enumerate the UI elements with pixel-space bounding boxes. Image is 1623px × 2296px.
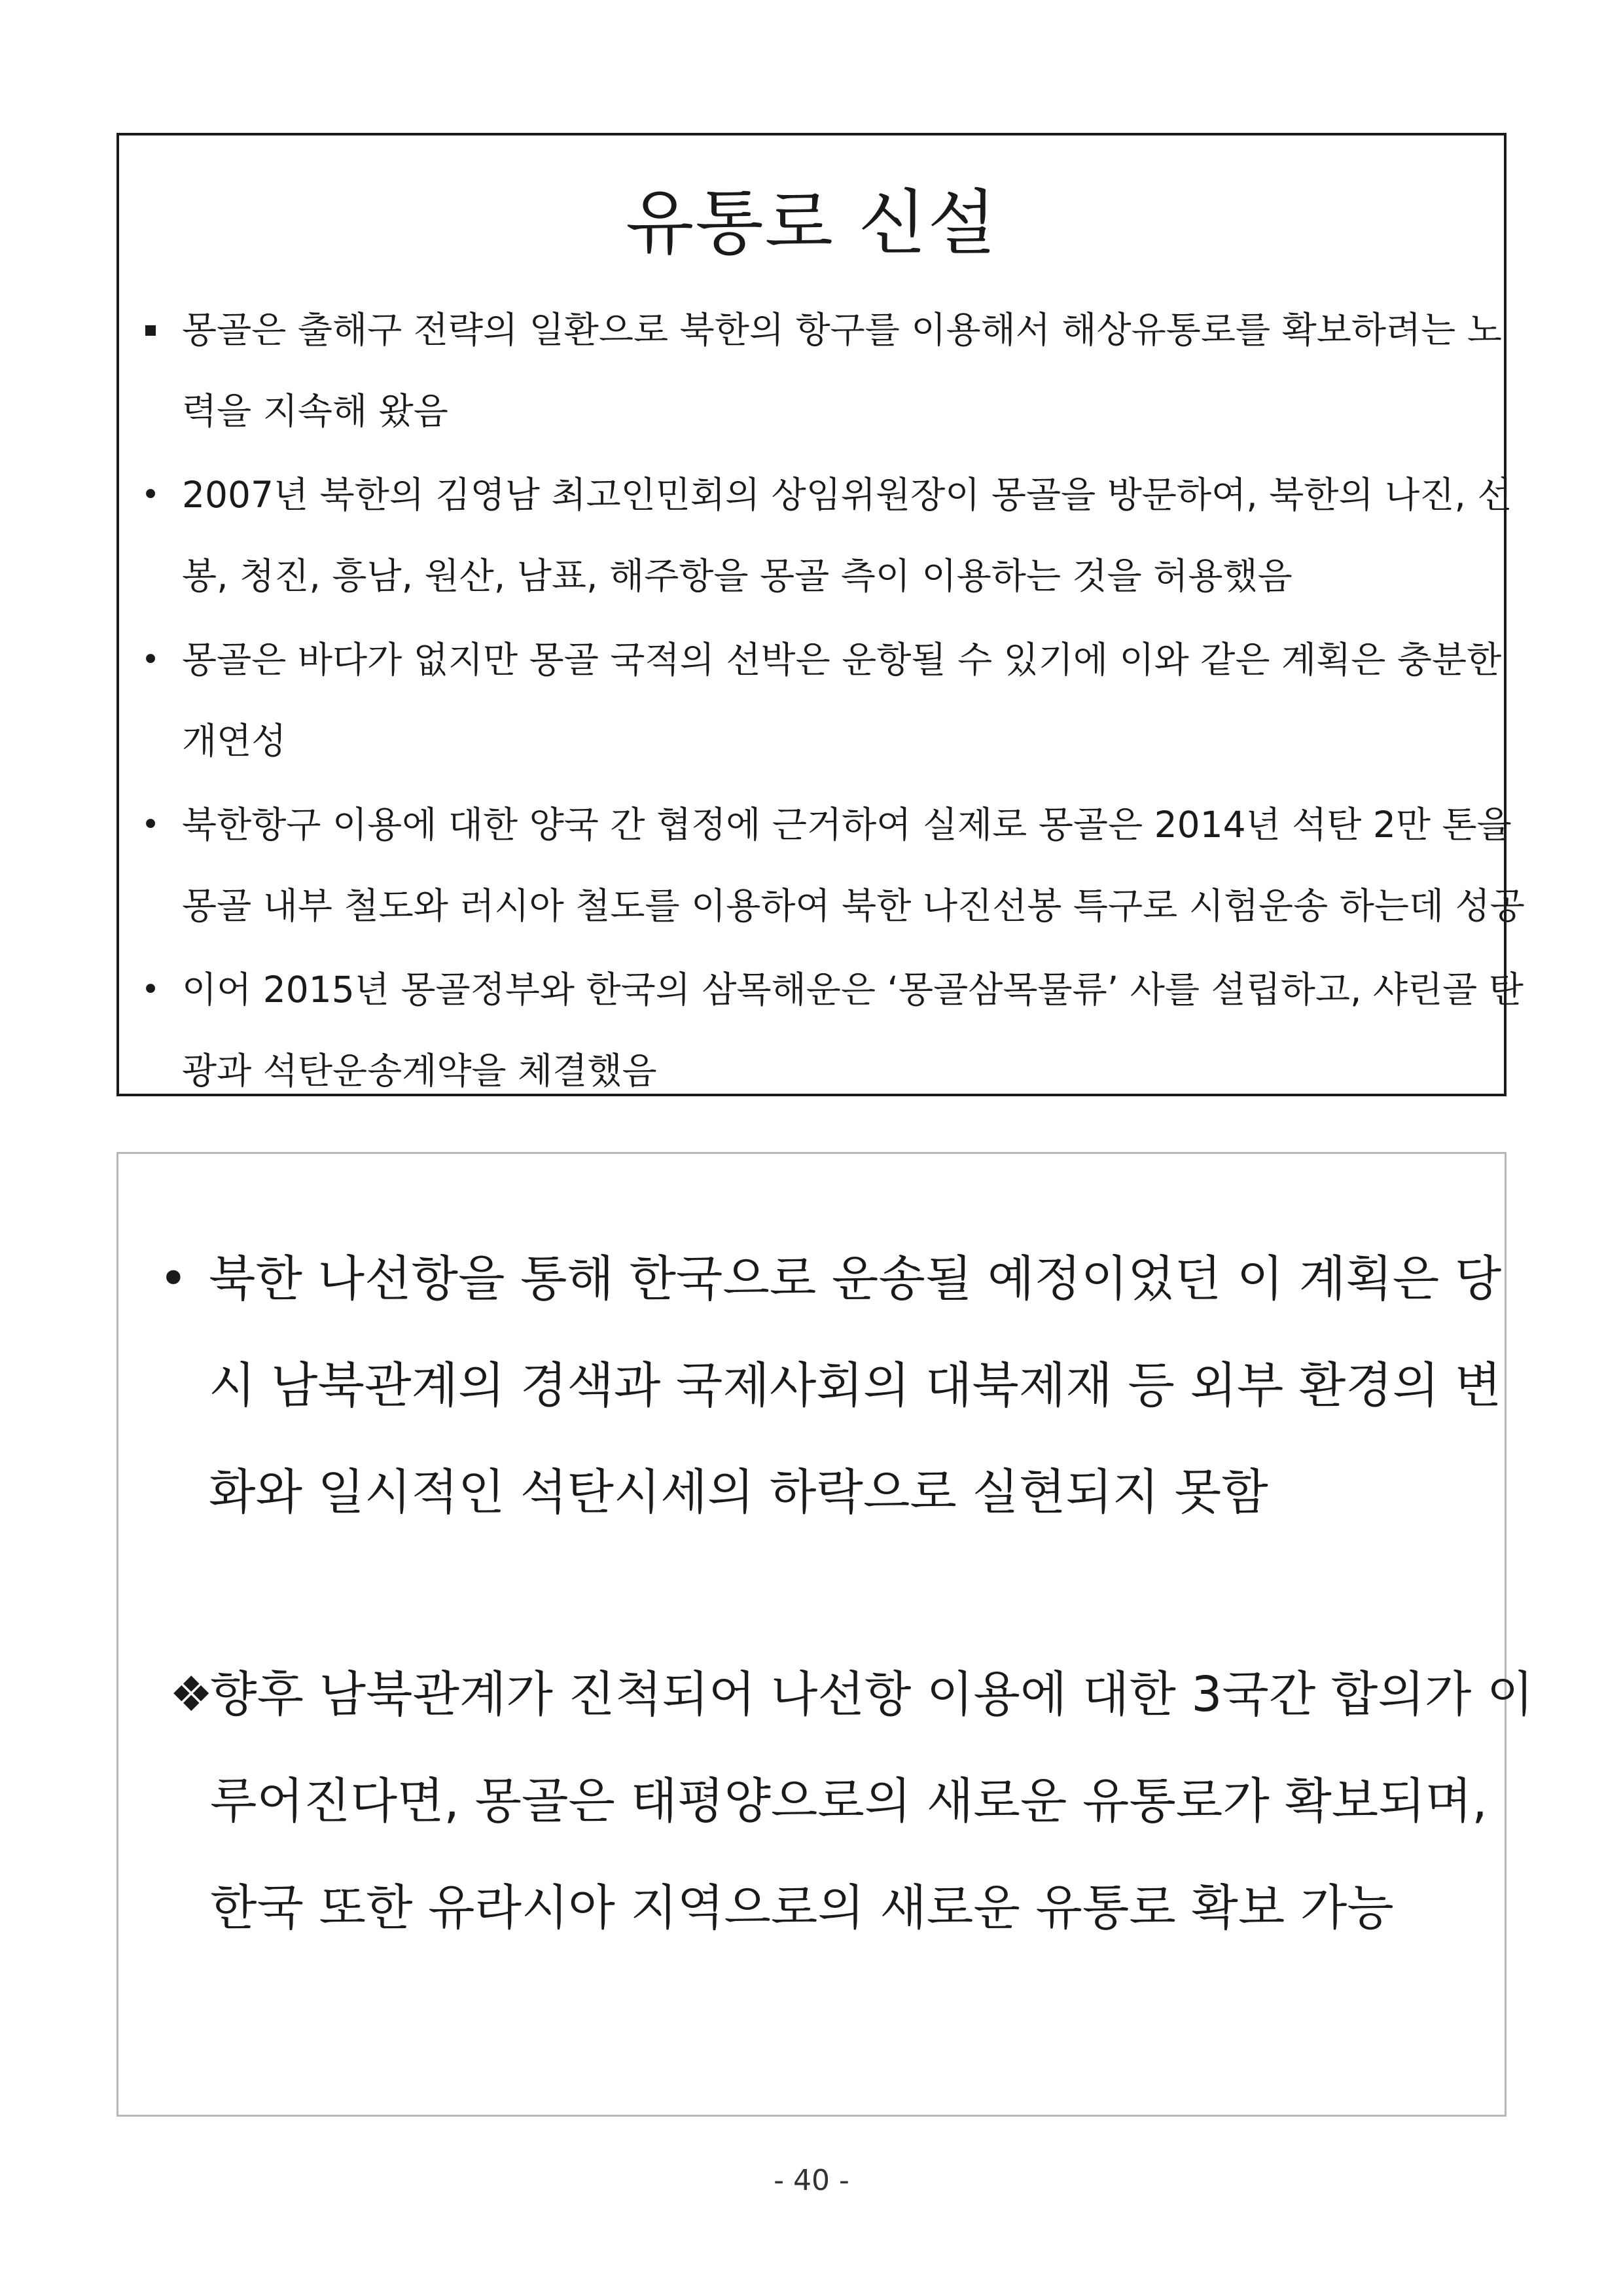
square-bullet-icon [119,289,182,370]
list-item [119,454,1512,617]
diamond-bullet-icon: ❖ [169,1666,213,1723]
list-item-line: 력을 지속해 왔음 [182,390,448,432]
list-item-line: 북한항구 이용에 대한 양국 간 협정에 근거하여 실제로 몽골은 2014년 석탄 2만 톤을 [182,804,1512,846]
dot-bullet-icon: • [141,806,160,843]
paragraph-line: 화와 일시적인 석탄시세의 하락으로 실현되지 못함 [209,1464,1268,1520]
dot-bullet-icon: • [141,476,160,513]
paragraph-line: 한국 또한 유라시아 지역으로의 새로운 유통로 확보 가능 [210,1880,1394,1936]
list-item-line: 몽골은 바다가 없지만 몽골 국적의 선박은 운항될 수 있기에 이와 같은 계획은 충분한 [182,639,1502,681]
list-item [119,784,1525,946]
paragraph-line: 루어진다면, 몽골은 태평양으로의 새로운 유통로가 확보되며, [210,1773,1488,1829]
list-item-line: 이어 2015년 몽골정부와 한국의 삼목해운은 ‘몽골삼목물류’ 사를 설립하고, 샤린골 탄 [182,969,1524,1011]
list-item [119,949,1524,1111]
bottom-slide [116,1152,1534,2117]
list-item-line: 2007년 북한의 김영남 최고인민회의 상임위원장이 몽골을 방문하여, 북한의 나진, 선 [182,474,1512,516]
list-item [119,619,1504,781]
list-item-line: 광과 석탄운송계약을 체결했음 [182,1050,657,1092]
paragraph-line: 시 남북관계의 경색과 국제사회의 대북제재 등 외부 환경의 변 [209,1357,1502,1414]
list-item-line: 몽골 내부 철도와 러시아 철도를 이용하여 북한 나진선봉 특구로 시험운송 하는데 성공 [182,885,1525,927]
list-item [119,289,1504,452]
list-item-line: 개연성 [182,720,287,762]
bottom-bullet-paragraph [159,1226,1502,1546]
paragraph-line: 북한 나선항을 통해 한국으로 운송될 예정이었던 이 계획은 당 [209,1251,1502,1307]
top-slide [116,133,1525,1096]
page-number: - 40 - [774,2164,849,2197]
list-item-line: 봉, 청진, 흥남, 원산, 남표, 해주항을 몽골 측이 이용하는 것을 허용했음 [182,555,1293,597]
dot-bullet-icon: • [141,971,160,1008]
paragraph-line: 향후 남북관계가 진척되어 나선항 이용에 대한 3국간 합의가 이 [210,1666,1534,1723]
dot-bullet-icon: • [159,1251,188,1307]
top-bullet-list [119,289,1525,1114]
bottom-note-paragraph [169,1641,1534,1962]
list-item-line: 몽골은 출해구 전략의 일환으로 북한의 항구를 이용해서 해상유통로를 확보하려는 노 [182,309,1502,351]
dot-bullet-icon: • [141,641,160,678]
slide-title: 유통로 신설 [626,183,997,264]
